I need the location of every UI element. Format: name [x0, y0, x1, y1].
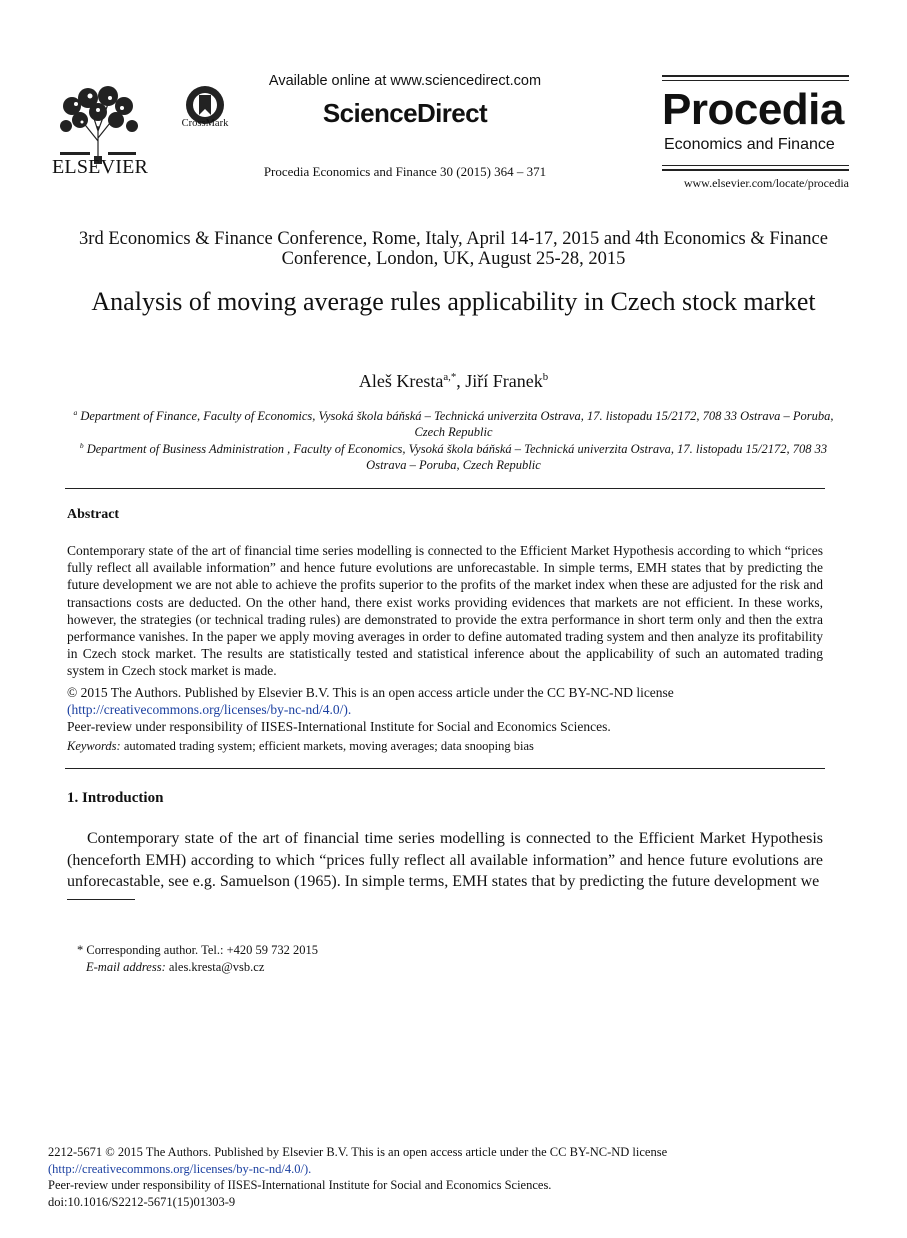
author-name: Aleš Kresta	[358, 371, 444, 391]
author-separator: ,	[456, 371, 466, 391]
affiliation-marker: a	[73, 407, 78, 417]
available-online-text: Available online at www.sciencedirect.com	[268, 73, 542, 89]
abstract-heading: Abstract	[67, 507, 120, 522]
author-name: Jiří Franek	[465, 371, 543, 391]
journal-reference: Procedia Economics and Finance 30 (2015) 364 – 371	[263, 164, 547, 179]
procedia-rule	[662, 165, 849, 166]
keywords-label: Keywords:	[67, 739, 121, 753]
email-label: E-mail address:	[86, 960, 166, 974]
footer-peer-review: Peer-review under responsibility of IISES-International Institute for Social and Economics Sciences.	[48, 1178, 552, 1192]
peer-review-line: Peer-review under responsibility of IISES-International Institute for Social and Economics Sciences.	[67, 719, 611, 735]
affiliation-text: Department of Business Administration , Faculty of Economics, Vysoká škola báňská – Technická univerzita Ostrava, 17. listopadu 15/2172, 708 33 Ostrava – Poruba, Czech Republic	[86, 442, 828, 472]
keywords-list: automated trading system; efficient markets, moving averages; data snooping bias	[123, 739, 534, 753]
author-superscript: a,*	[443, 371, 457, 383]
affiliation-text: Department of Finance, Faculty of Economics, Vysoká škola báňská – Technická univerzita Ostrava, 17. listopadu 15/2172, 708 33 Ostrava – Poruba, Czech Republic	[80, 409, 834, 439]
abstract-body: Contemporary state of the art of financial time series modelling is connected to the Efficient Market Hypothesis according to which “prices fully reflect all available information” and hence future evolutions are unforecastable. In simple terms, EMH states that by predicting the future development we are not able to achieve the profits superior to the profits of the market index when these are adjusted for the risk and transactions costs are deducted. On the other hand, there exist works providing evidences that markets are not efficient. In these works, however, the strategies (or technical trading rules) are demonstrated to provide the extra performance in short term only and then the extra performance vanishes. In the paper we apply moving averages in order to define automated trading system and then analyze its profitability in Czech stock market. The results are statistically tested and statistical inference about the applicability of such an automated trading system in Czech stock market is made.	[67, 543, 823, 679]
conference-line: 3rd Economics & Finance Conference, Rome, Italy, April 14-17, 2015 and 4th Economics & Finance Conference, London, UK, August 25-28, 2015	[79, 229, 828, 269]
affiliation-marker: b	[79, 440, 84, 450]
page-footer	[48, 1144, 808, 1210]
license-link[interactable]: (http://creativecommons.org/licenses/by-nc-nd/4.0/).	[67, 702, 352, 718]
email-address[interactable]: ales.kresta@vsb.cz	[168, 960, 265, 974]
procedia-subtitle: Economics and Finance	[664, 136, 835, 153]
footnote-divider	[67, 899, 135, 900]
procedia-url-link[interactable]: www.elsevier.com/locate/procedia	[683, 176, 849, 190]
paper-title: Analysis of moving average rules applicability in Czech stock market	[91, 287, 816, 316]
corresponding-author: * Corresponding author. Tel.: +420 59 732 2015	[77, 943, 318, 957]
intro-heading: 1. Introduction	[67, 790, 164, 806]
sciencedirect-brand[interactable]: ScienceDirect	[322, 98, 488, 128]
license-line: © 2015 The Authors. Published by Elsevier B.V. This is an open access article under the CC BY-NC-ND license	[67, 685, 674, 700]
procedia-rule	[662, 75, 849, 77]
procedia-rule	[662, 80, 849, 81]
email-line	[86, 959, 264, 976]
crossmark-label: CrossMark	[181, 118, 229, 129]
footer-issn-line: 2212-5671 © 2015 The Authors. Published by Elsevier B.V. This is an open access article under the CC BY-NC-ND license	[48, 1145, 668, 1159]
affiliation-a	[66, 408, 841, 440]
abstract-license	[67, 684, 823, 736]
procedia-brand: Procedia	[662, 85, 844, 134]
affiliation-b	[66, 441, 841, 473]
author-superscript: b	[542, 371, 549, 383]
keywords	[67, 739, 823, 754]
section-divider	[65, 488, 825, 489]
section-divider	[65, 768, 825, 769]
footer-license-link[interactable]: (http://creativecommons.org/licenses/by-nc-nd/4.0/).	[48, 1161, 312, 1176]
intro-body: Contemporary state of the art of financial time series modelling is connected to the Efficient Market Hypothesis (henceforth EMH) according to which “prices fully reflect all available information” and hence future evolutions are unforecastable, see e.g. Samuelson (1965). In simple terms, EMH states that by predicting the future development we	[67, 830, 823, 890]
procedia-rule	[662, 169, 849, 171]
footer-doi[interactable]: doi:10.1016/S2212-5671(15)01303-9	[48, 1194, 236, 1209]
elsevier-wordmark: ELSEVIER	[52, 156, 149, 178]
author-list	[60, 371, 847, 392]
